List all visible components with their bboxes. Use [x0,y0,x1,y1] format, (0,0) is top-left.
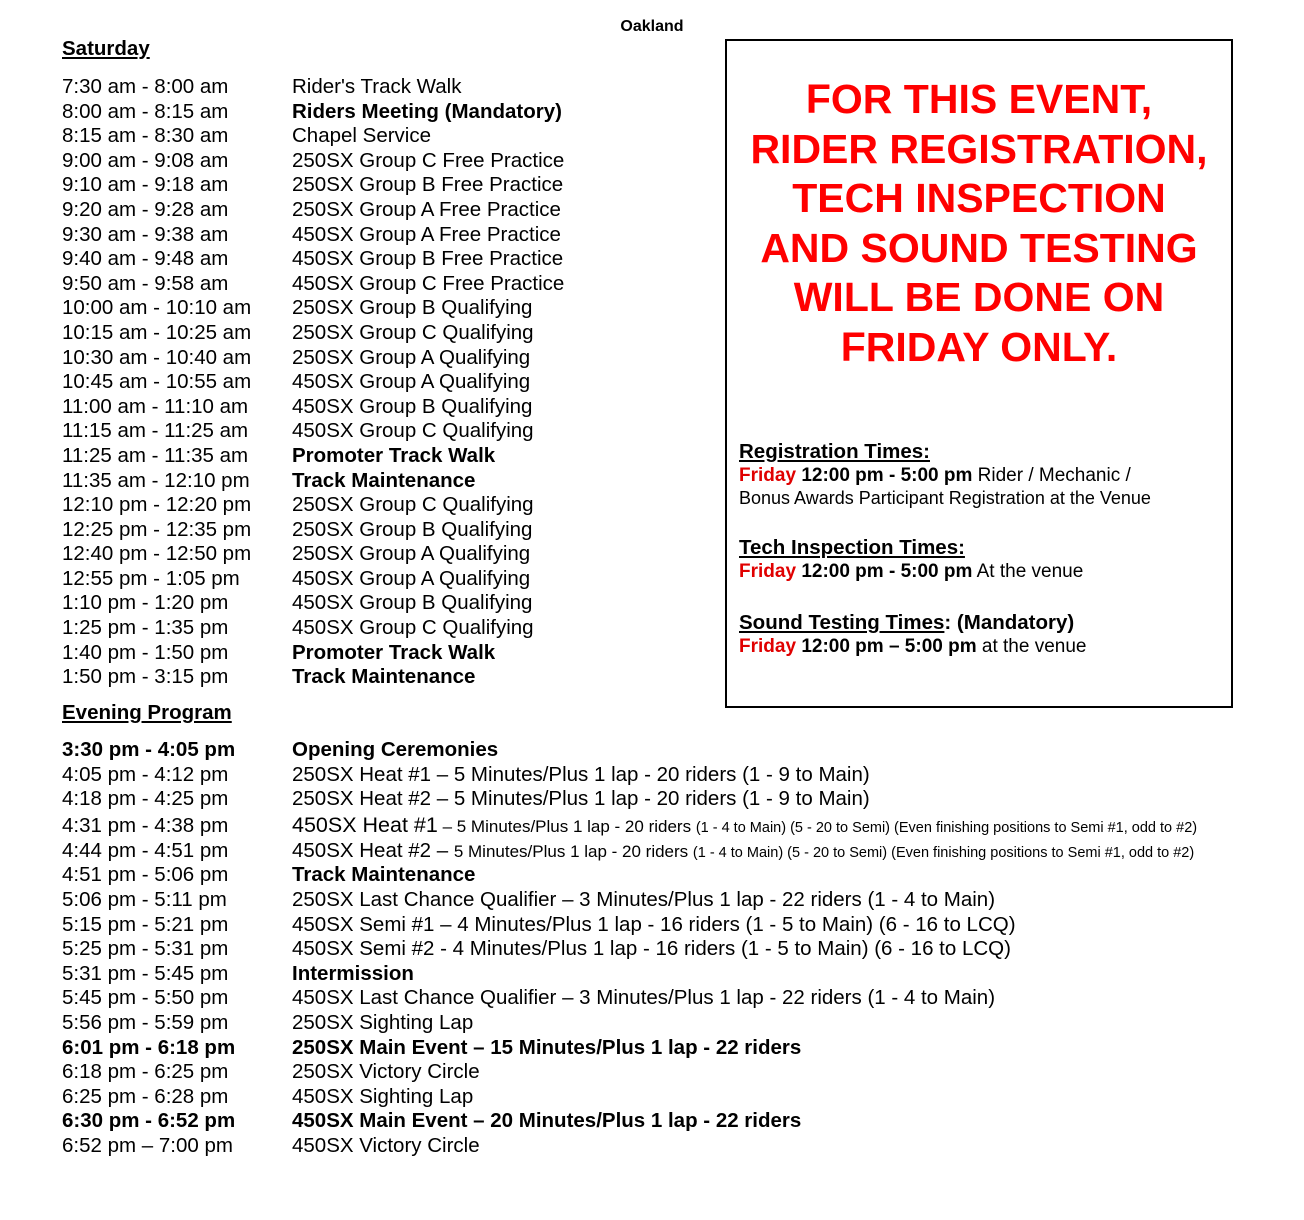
row-time: 4:18 pm - 4:25 pm [62,787,229,811]
row-activity: 450SX Sighting Lap [292,1084,474,1108]
headline-line: WILL BE DONE ON [793,274,1165,320]
row-time: 12:40 pm - 12:50 pm [62,542,252,566]
registration-desc-line: Bonus Awards Participant Registration at the Venue [739,488,1151,508]
row-time: 10:45 am - 10:55 am [62,370,252,394]
row-time: 4:51 pm - 5:06 pm [62,863,229,887]
row-time: 3:30 pm - 4:05 pm [62,738,236,761]
row-time: 10:00 am - 10:10 am [62,296,252,320]
row-time: 4:05 pm - 4:12 pm [62,762,229,786]
row-activity: 450SX Group B Qualifying [292,394,533,418]
row-time: 7:30 am - 8:00 am [62,75,229,98]
row-time: 4:44 pm - 4:51 pm [62,838,229,862]
row-time: 5:56 pm - 5:59 pm [62,1010,229,1034]
row-time: 9:10 am - 9:18 am [62,173,229,197]
tech-line [739,560,1229,583]
row-time: 9:00 am - 9:08 am [62,148,229,172]
headline-line: FOR THIS EVENT, [805,76,1153,122]
registration-info [739,440,1229,510]
row-time: 5:31 pm - 5:45 pm [62,961,229,985]
row-time: 12:10 pm - 12:20 pm [62,493,252,517]
row-activity: Chapel Service [292,124,432,148]
sound-day: Friday [739,636,797,657]
row-time: 11:35 am - 12:10 pm [62,468,250,492]
row-activity: 250SX Group C Free Practice [292,148,565,172]
row-time: 9:50 am - 9:58 am [62,271,229,295]
row-activity: Track Maintenance [292,863,476,887]
row-activity: 250SX Group A Qualifying [292,345,531,369]
row-time: 10:15 am - 10:25 am [62,320,252,344]
row-activity: 450SX Group B Free Practice [292,247,564,271]
tech-desc: At the venue [972,561,1084,582]
heat-title: 450SX Heat #2 – [292,838,454,862]
row-activity: Promoter Track Walk [292,443,496,467]
row-activity: 250SX Victory Circle [292,1060,480,1084]
saturday-heading: Saturday [62,37,150,60]
row-activity: 250SX Group A Free Practice [292,197,561,221]
sound-heading-row [739,611,1229,635]
row-time: 11:25 am - 11:35 am [62,443,249,467]
row-time: 4:31 pm - 4:38 pm [62,813,229,837]
row-time: 11:00 am - 11:10 am [62,394,249,418]
tech-time: 12:00 pm - 5:00 pm [801,561,973,582]
sound-desc: at the venue [976,636,1087,657]
row-activity: 250SX Group B Free Practice [292,173,564,197]
row-activity: Intermission [292,961,414,985]
tech-info [739,536,1229,583]
row-activity: 250SX Heat #2 – 5 Minutes/Plus 1 lap - 20 riders (1 - 9 to Main) [292,787,870,811]
row-activity [292,839,1194,866]
row-time: 8:00 am - 8:15 am [62,99,229,123]
row-activity: 450SX Group C Qualifying [292,419,534,443]
sound-time: 12:00 pm – 5:00 pm [801,636,977,657]
heat-notes: (1 - 4 to Main) (5 - 20 to Semi) (Even finishing positions to Semi #1, odd to #2) [692,844,1195,861]
row-activity: 450SX Group A Free Practice [292,222,561,246]
row-activity: 250SX Group C Qualifying [292,320,534,344]
row-time: 9:40 am - 9:48 am [62,247,229,271]
sound-heading: Sound Testing Times [739,611,945,634]
registration-day: Friday [739,465,797,486]
row-activity: 250SX Group C Qualifying [292,493,534,517]
row-time: 11:15 am - 11:25 am [62,419,249,443]
row-time: 9:20 am - 9:28 am [62,197,229,221]
row-time: 1:40 pm - 1:50 pm [62,640,229,664]
row-activity: Track Maintenance [292,468,476,492]
row-activity: Opening Ceremonies [292,738,499,761]
row-activity: 450SX Victory Circle [292,1133,480,1157]
heat-title: 450SX Heat #1 [292,812,438,837]
friday-notice-box [725,39,1233,708]
row-time: 6:52 pm – 7:00 pm [62,1133,233,1157]
row-time: 6:30 pm - 6:52 pm [62,1109,236,1133]
row-time: 8:15 am - 8:30 am [62,124,229,148]
heat-notes: (1 - 4 to Main) (5 - 20 to Semi) (Even finishing positions to Semi #1, odd to #2) [695,819,1198,836]
row-time: 5:25 pm - 5:31 pm [62,937,229,961]
row-time: 1:10 pm - 1:20 pm [62,591,229,615]
registration-desc: Rider / Mechanic / [972,465,1131,486]
evening-heading: Evening Program [62,701,232,724]
headline-line: FRIDAY ONLY. [840,323,1118,370]
row-time: 5:15 pm - 5:21 pm [62,912,229,936]
row-time: 12:55 pm - 1:05 pm [62,566,240,590]
row-activity: 450SX Main Event – 20 Minutes/Plus 1 lap - 22 riders [292,1109,802,1133]
row-activity: Track Maintenance [292,665,476,689]
row-time: 1:25 pm - 1:35 pm [62,616,229,640]
headline-line: TECH INSPECTION [792,175,1166,221]
headline-line: RIDER REGISTRATION, [750,125,1208,172]
row-time: 10:30 am - 10:40 am [62,345,252,369]
row-activity [292,812,1197,842]
row-activity: Riders Meeting (Mandatory) [292,99,562,123]
heat-details: – 5 Minutes/Plus 1 lap - 20 riders [437,816,696,836]
row-activity: 450SX Group B Qualifying [292,591,533,615]
row-activity: 450SX Group A Qualifying [292,566,531,590]
row-time: 12:25 pm - 12:35 pm [62,517,252,541]
row-activity: 250SX Sighting Lap [292,1010,474,1034]
row-activity: 250SX Group B Qualifying [292,296,533,320]
row-activity: 250SX Main Event – 15 Minutes/Plus 1 lap - 22 riders [292,1035,802,1059]
row-time: 9:30 am - 9:38 am [62,222,229,246]
notice-headline [727,75,1231,372]
registration-heading: Registration Times: [739,440,930,463]
row-time: 6:25 pm - 6:28 pm [62,1084,229,1108]
row-activity: 250SX Heat #1 – 5 Minutes/Plus 1 lap - 20 riders (1 - 9 to Main) [292,762,870,786]
heat-details: 5 Minutes/Plus 1 lap - 20 riders [453,841,693,861]
row-time: 6:18 pm - 6:25 pm [62,1060,229,1084]
sound-line [739,635,1229,658]
row-activity: 250SX Group B Qualifying [292,517,533,541]
row-activity: 450SX Last Chance Qualifier – 3 Minutes/Plus 1 lap - 22 riders (1 - 4 to Main) [292,986,996,1010]
row-activity: Rider's Track Walk [292,75,462,98]
row-activity: Promoter Track Walk [292,640,496,664]
row-activity: 250SX Group A Qualifying [292,542,531,566]
row-activity: 450SX Group C Free Practice [292,271,565,295]
row-activity: 450SX Semi #2 - 4 Minutes/Plus 1 lap - 16 riders (1 - 5 to Main) (6 - 16 to LCQ) [292,937,1011,961]
row-time: 5:06 pm - 5:11 pm [62,887,227,911]
row-time: 6:01 pm - 6:18 pm [62,1035,236,1059]
row-activity: 450SX Semi #1 – 4 Minutes/Plus 1 lap - 16 riders (1 - 5 to Main) (6 - 16 to LCQ) [292,912,1016,936]
page-title: Oakland [620,18,684,35]
sound-info [739,611,1229,658]
row-activity: 250SX Last Chance Qualifier – 3 Minutes/Plus 1 lap - 22 riders (1 - 4 to Main) [292,887,996,911]
row-time: 5:45 pm - 5:50 pm [62,986,229,1010]
registration-time: 12:00 pm - 5:00 pm [801,465,973,486]
row-time: 1:50 pm - 3:15 pm [62,665,229,689]
row-activity: 450SX Group C Qualifying [292,616,534,640]
row-activity: 450SX Group A Qualifying [292,370,531,394]
sound-mandatory: : (Mandatory) [944,611,1075,634]
tech-day: Friday [739,561,797,582]
registration-line [739,464,1229,487]
headline-line: AND SOUND TESTING [760,224,1198,271]
tech-heading: Tech Inspection Times: [739,536,965,559]
